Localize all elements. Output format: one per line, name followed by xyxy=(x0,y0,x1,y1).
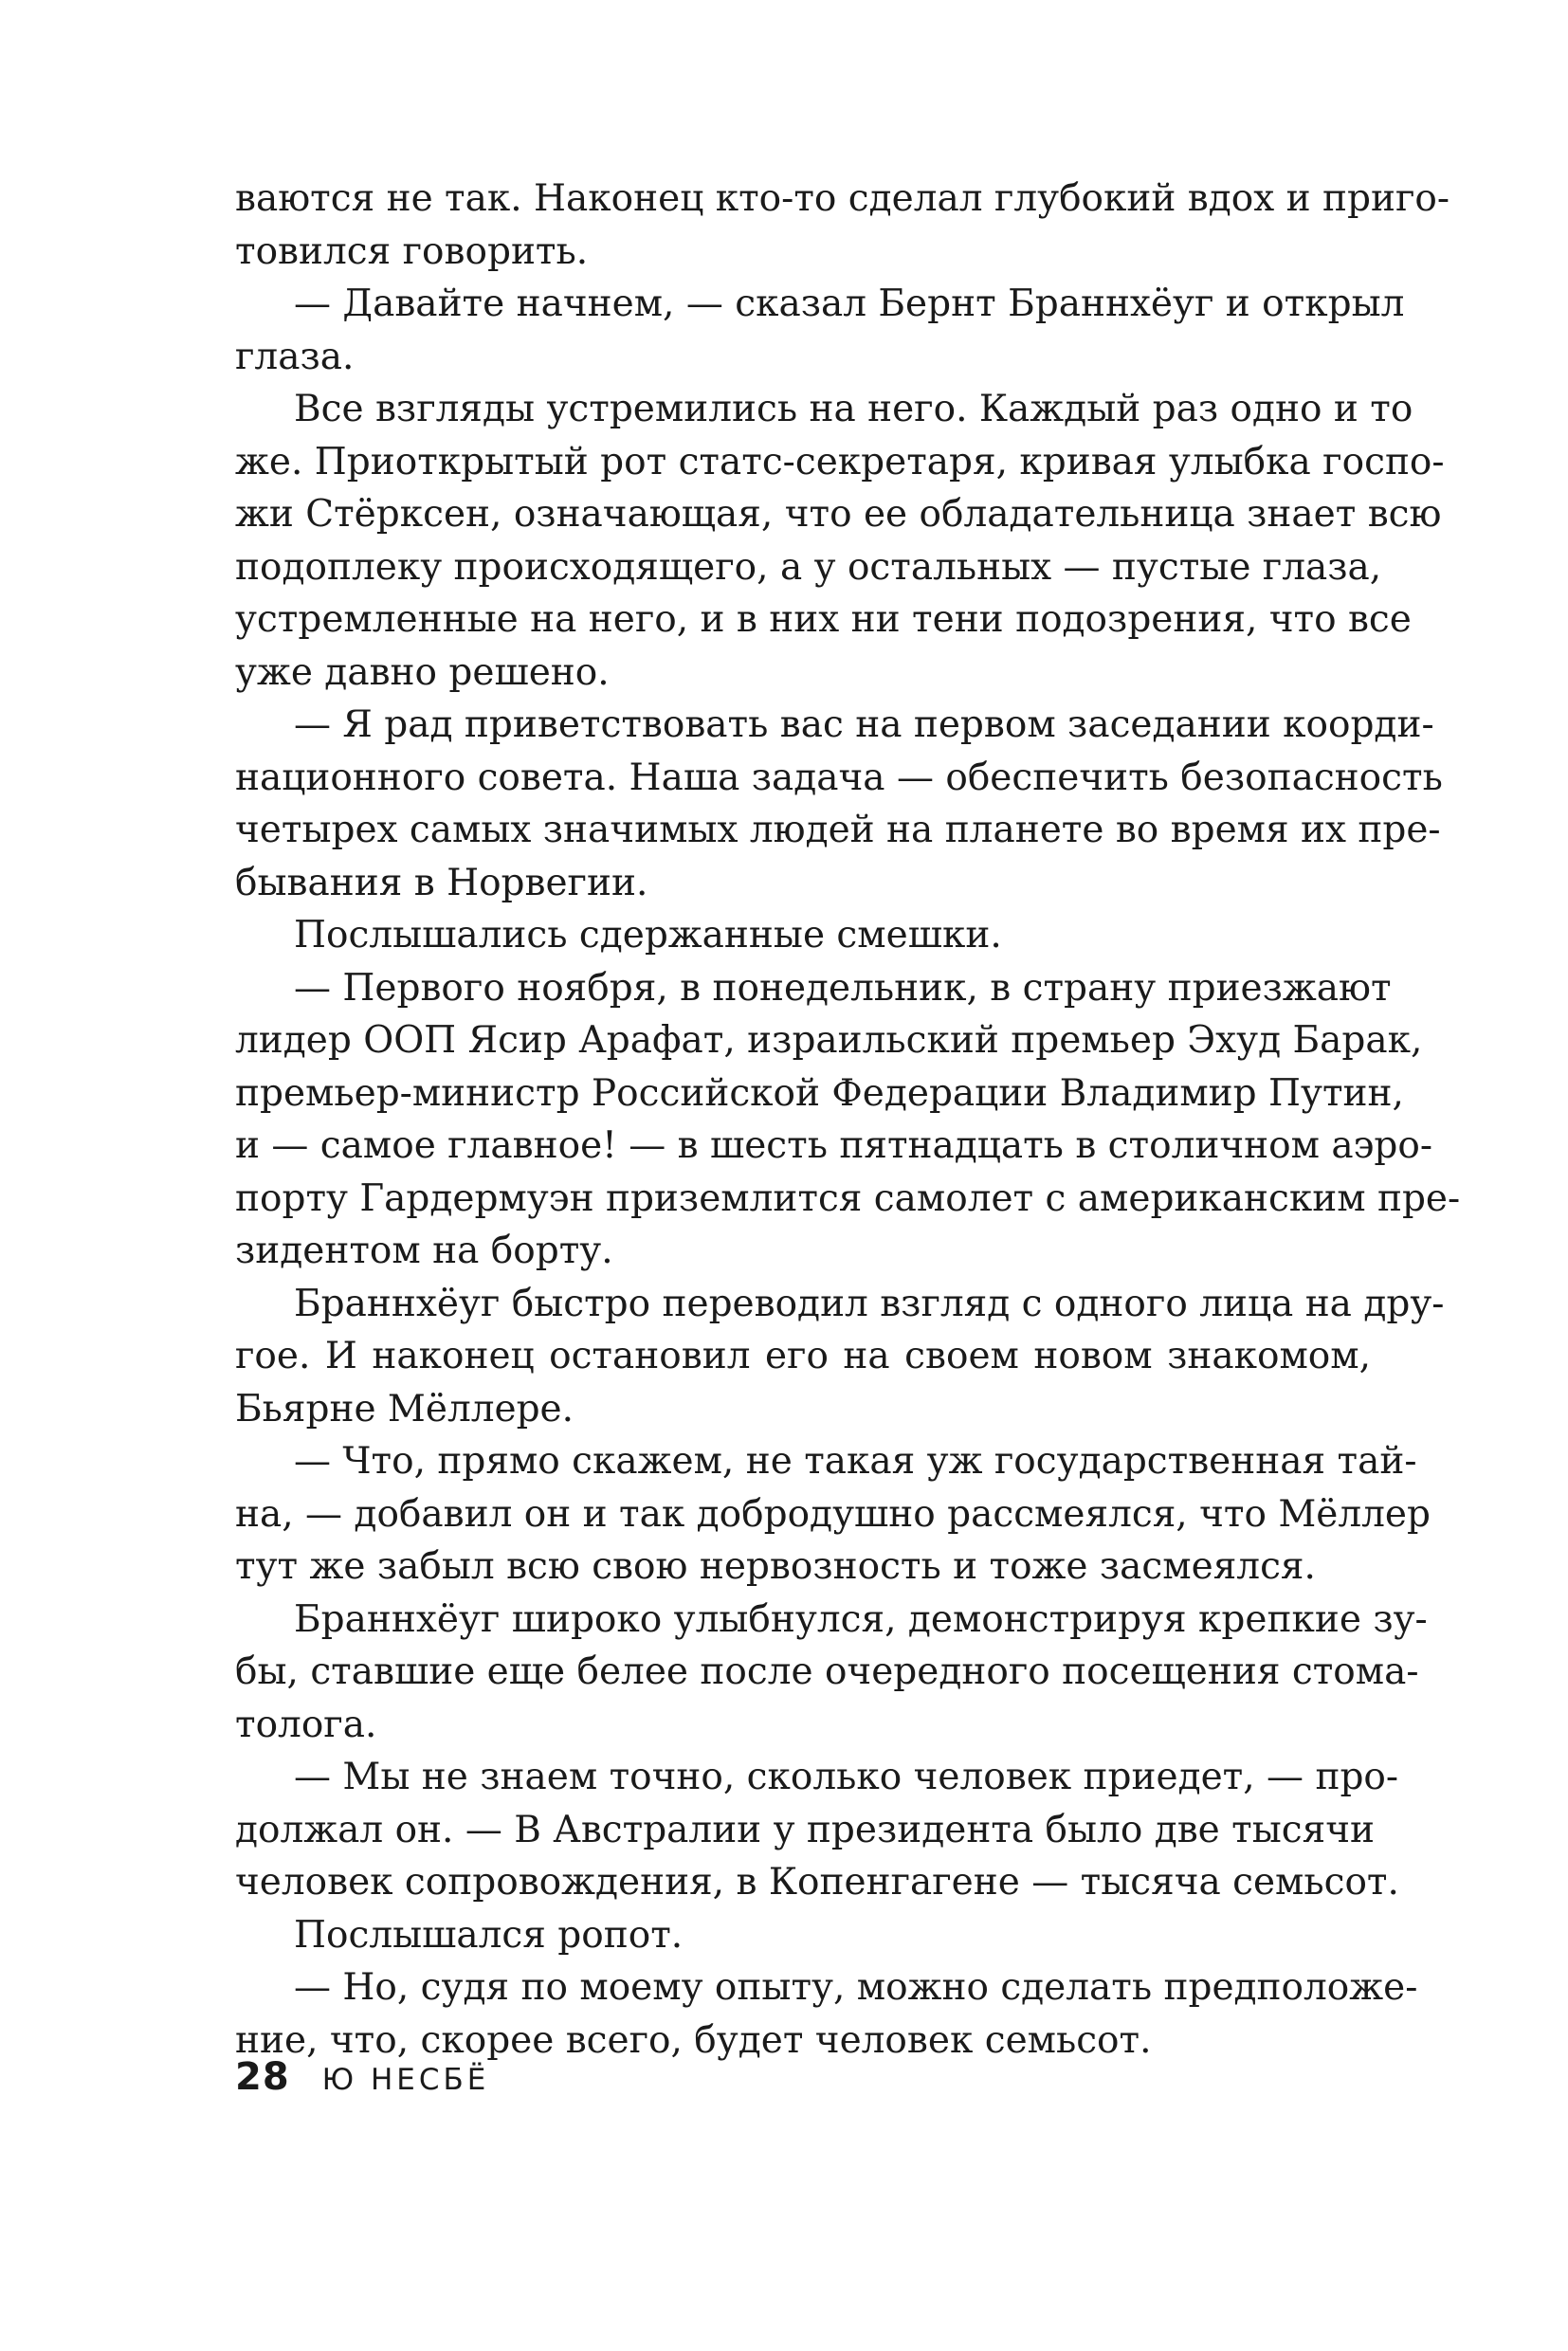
text-line: должал он. — В Австралии у президента было две тысячи xyxy=(235,1808,1375,1851)
text-line: уже давно решено. xyxy=(235,650,610,694)
text-line: порту Гардермуэн приземлится самолет с американским пре- xyxy=(235,1176,1461,1220)
text-line: — Первого ноября, в понедельник, в страну приезжают xyxy=(294,966,1392,1010)
text-line: — Я рад приветствовать вас на первом заседании коорди- xyxy=(294,703,1434,746)
text-line: — Что, прямо скажем, не такая уж государственная тай- xyxy=(294,1440,1417,1483)
text-line: товился говорить. xyxy=(235,229,589,273)
page-footer xyxy=(235,2055,489,2099)
text-line: глаза. xyxy=(235,335,355,378)
text-line: на, — добавил он и так добродушно рассмеялся, что Мёллер xyxy=(235,1492,1431,1536)
text-line: четырех самых значимых людей на планете во время их пре- xyxy=(235,809,1441,851)
text-line: Браннхёуг широко улыбнулся, демонстрируя крепкие зу- xyxy=(294,1597,1428,1641)
text-line: же. Приоткрытый рот статс-секретаря, кривая улыбка госпо- xyxy=(235,440,1445,483)
text-line: Все взгляды устремились на него. Каждый раз одно и то xyxy=(294,388,1413,430)
text-line: лидер ООП Ясир Арафат, израильский премьер Эхуд Барак, xyxy=(235,1019,1423,1062)
text-line: зидентом на борту. xyxy=(235,1230,613,1272)
text-line: премьер-министр Российской Федерации Владимир Путин, xyxy=(235,1071,1404,1115)
text-line: бывания в Норвегии. xyxy=(235,861,648,904)
text-line: — Мы не знаем точно, сколько человек приедет, — про- xyxy=(294,1756,1399,1798)
text-line: — Давайте начнем, — сказал Бернт Браннхёуг и открыл xyxy=(294,282,1405,325)
text-line: человек сопровождения, в Копенгагене — тысяча семьсот. xyxy=(235,1861,1399,1904)
text-line: национного совета. Наша задача — обеспечить безопасность xyxy=(235,756,1443,799)
text-line: гое. И наконец остановил его на своем новом знакомом, xyxy=(235,1335,1371,1377)
text-line: и — самое главное! — в шесть пятнадцать в столичном аэро- xyxy=(235,1124,1433,1167)
text-line: Бьярне Мёллере. xyxy=(235,1387,574,1431)
page-number: 28 xyxy=(235,2055,290,2099)
book-page-body xyxy=(235,173,1461,2067)
text-line: тут же забыл всю свою нервозность и тоже засмеялся. xyxy=(235,1545,1316,1588)
text-line: ние, что, скорее всего, будет человек семьсот. xyxy=(235,2018,1152,2062)
text-line: толога. xyxy=(235,1703,377,1746)
running-head-author: Ю НЕСБЁ xyxy=(321,2063,490,2097)
text-line: Послышались сдержанные смешки. xyxy=(294,914,1002,957)
text-line: Браннхёуг быстро переводил взгляд с одного лица на дру- xyxy=(294,1282,1445,1325)
text-line: Послышался ропот. xyxy=(294,1913,684,1957)
text-line: — Но, судя по моему опыту, можно сделать предположе- xyxy=(294,1966,1418,2009)
text-line: ваются не так. Наконец кто-то сделал глубокий вдох и приго- xyxy=(235,177,1450,220)
text-line: жи Стёрксен, означающая, что ее обладательница знает всю xyxy=(235,493,1442,536)
text-line: устремленные на него, и в них ни тени подозрения, что все xyxy=(235,598,1412,641)
text-line: бы, ставшие еще белее после очередного посещения стома- xyxy=(235,1650,1419,1693)
text-line: подоплеку происходящего, а у остальных — пустые глаза, xyxy=(235,545,1382,589)
